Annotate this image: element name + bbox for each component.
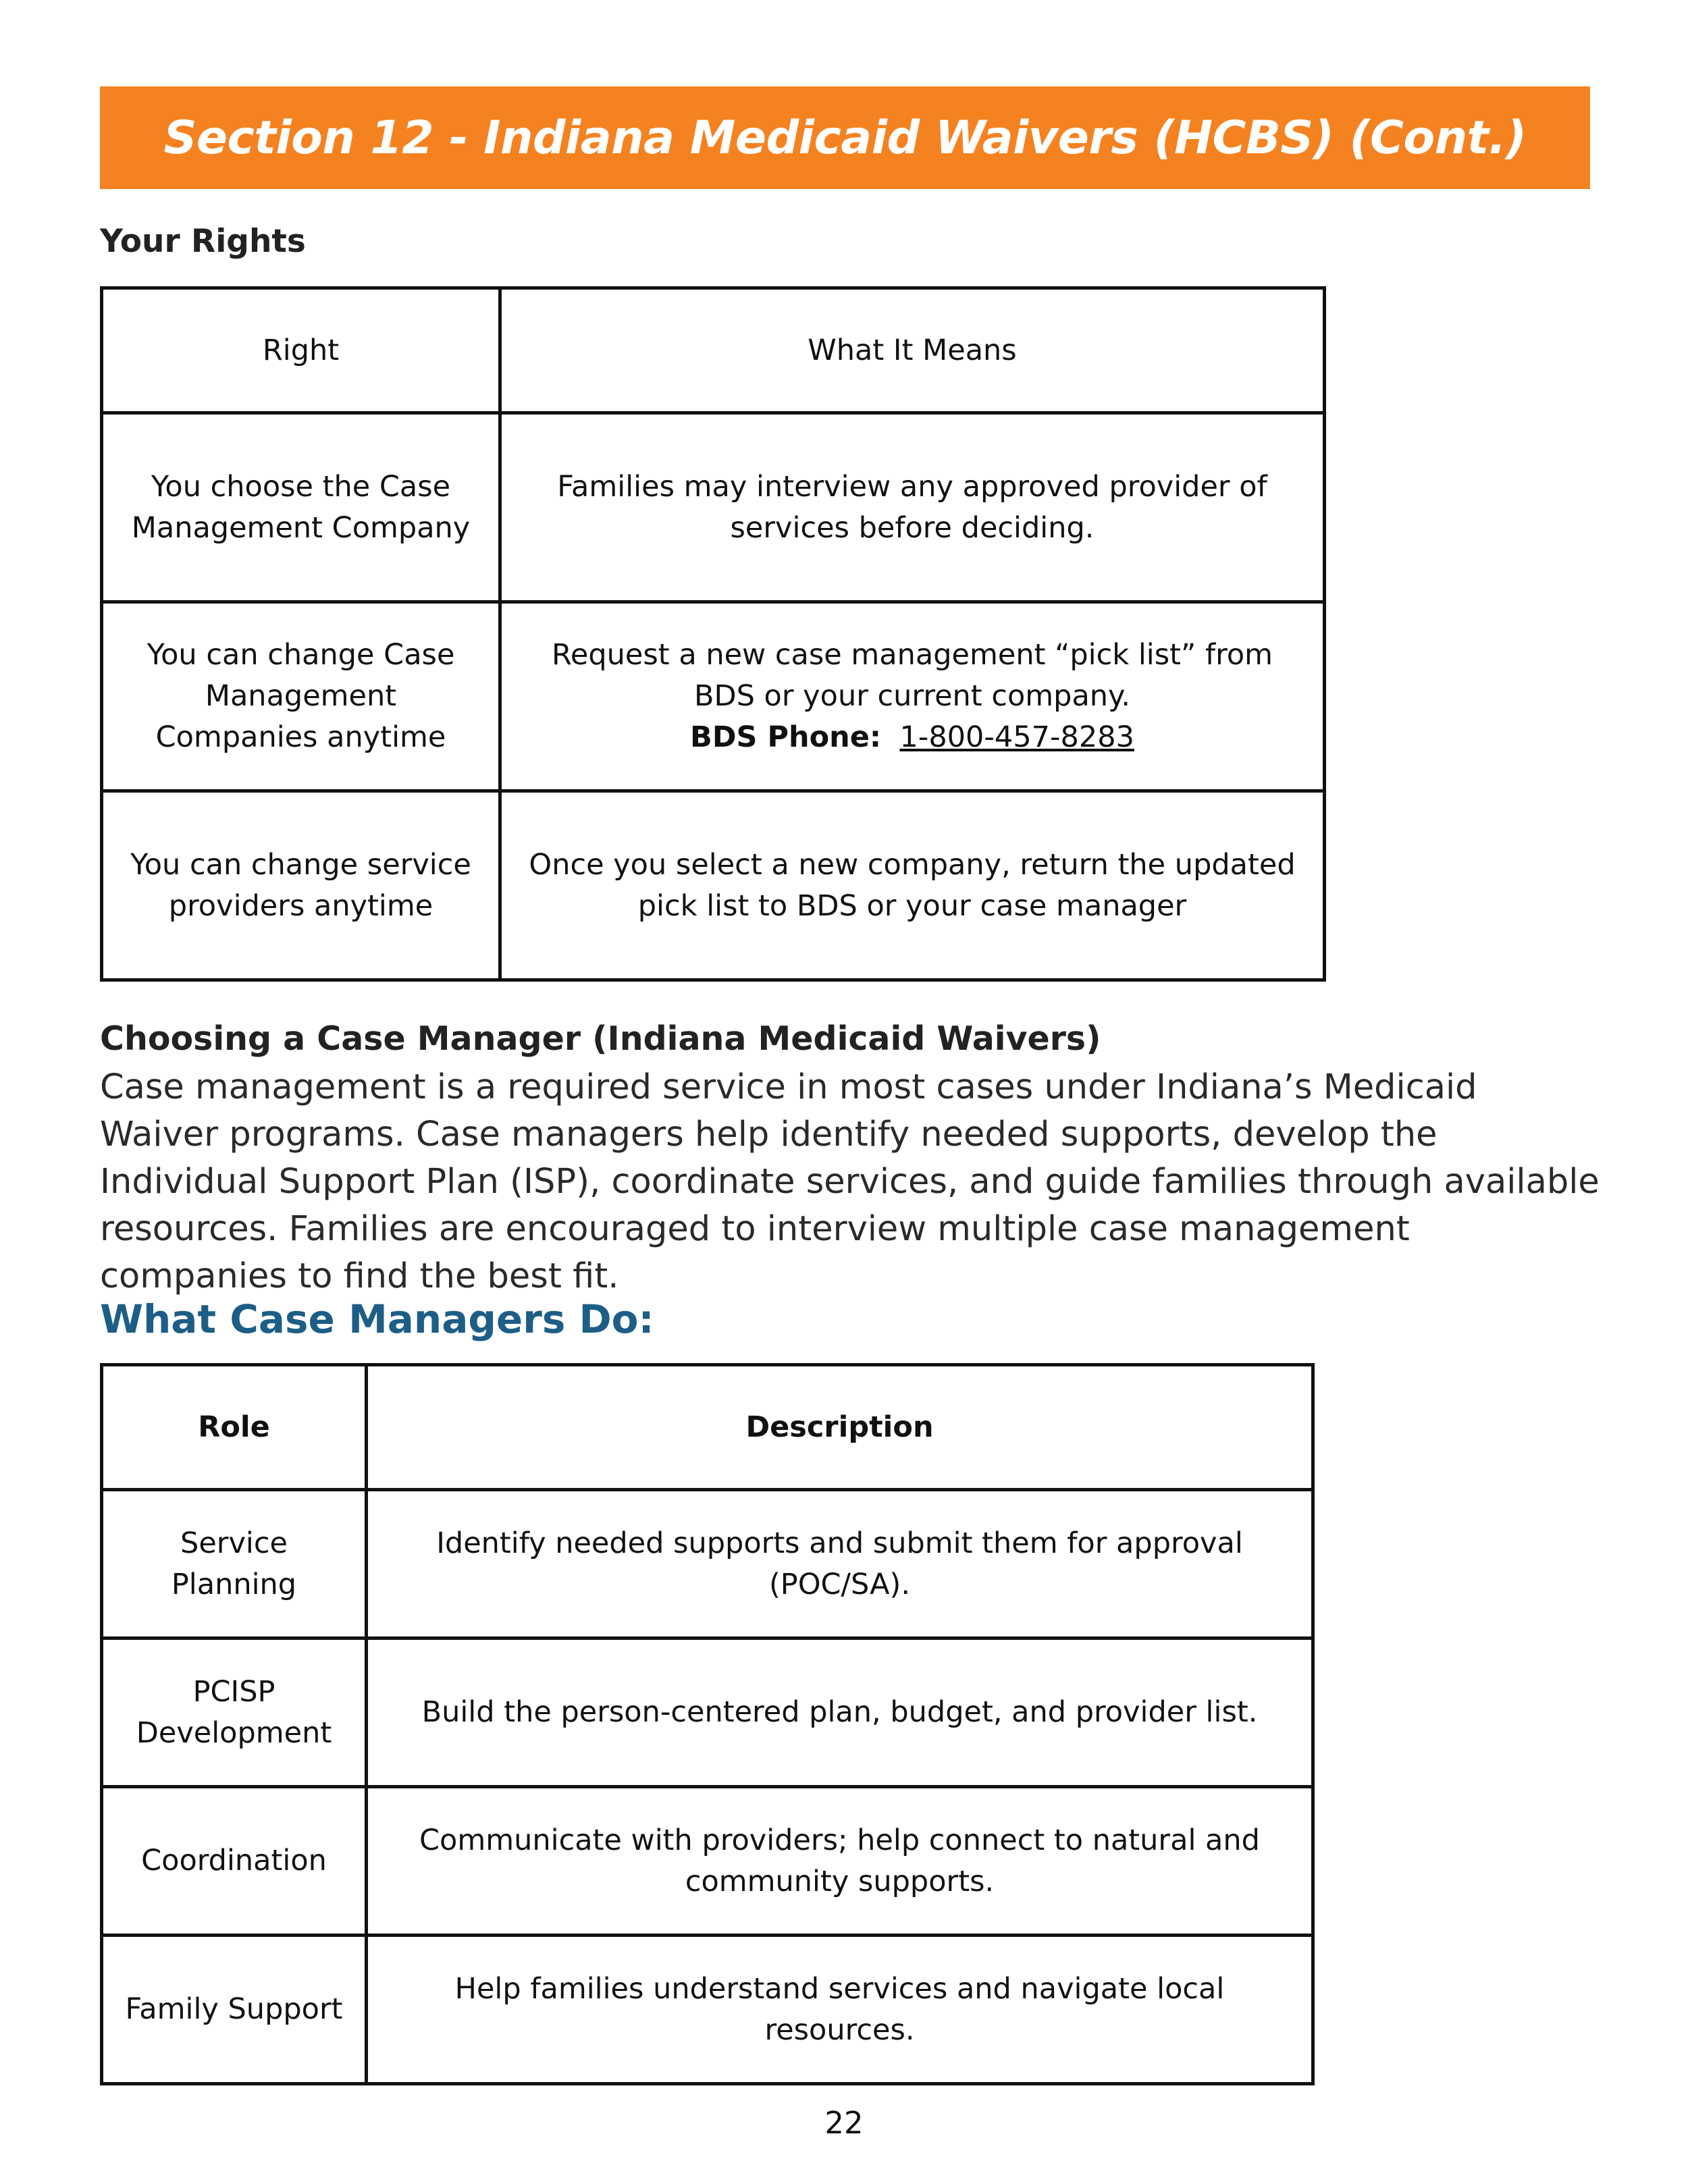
table-row [102, 1787, 1313, 1936]
section-banner [100, 86, 1590, 189]
bds-phone-label: BDS Phone: [690, 720, 882, 754]
role-cell: Coordination [102, 1787, 367, 1936]
column-header-description: Description [367, 1365, 1313, 1490]
choosing-case-manager-heading: Choosing a Case Manager (Indiana Medicaid Waivers) [100, 1019, 1101, 1058]
description-cell: Build the person-centered plan, budget, and provider list. [367, 1639, 1313, 1787]
table-row [102, 1936, 1313, 2084]
rights-table [100, 286, 1326, 982]
bds-phone-link[interactable]: 1-800-457-8283 [899, 720, 1134, 754]
table-row [102, 1639, 1313, 1787]
rights-table-header [102, 288, 1325, 413]
your-rights-heading: Your Rights [100, 223, 306, 260]
description-cell: Identify needed supports and submit them for approval (POC/SA). [367, 1490, 1313, 1639]
right-cell: You choose the Case Management Company [102, 413, 500, 602]
right-cell: You can change Case Management Companies anytime [102, 602, 500, 791]
what-case-managers-do-heading: What Case Managers Do: [100, 1296, 654, 1342]
role-cell: Family Support [102, 1936, 367, 2084]
roles-table-header [102, 1365, 1313, 1490]
description-cell: Communicate with providers; help connect to natural and community supports. [367, 1787, 1313, 1936]
table-row [102, 413, 1325, 602]
table-row [102, 602, 1325, 791]
meaning-cell: Once you select a new company, return the updated pick list to BDS or your case manager [500, 791, 1325, 980]
meaning-cell [500, 602, 1325, 791]
section-title: Section 12 - Indiana Medicaid Waivers (HCBS) (Cont.) [163, 111, 1527, 165]
table-row [102, 1490, 1313, 1639]
description-cell: Help families understand services and navigate local resources. [367, 1936, 1313, 2084]
column-header-role: Role [102, 1365, 367, 1490]
case-manager-roles-table [100, 1363, 1315, 2085]
column-header-what-it-means: What It Means [500, 288, 1325, 413]
page-number: 22 [824, 2105, 864, 2141]
role-cell: PCISP Development [102, 1639, 367, 1787]
table-row [102, 791, 1325, 980]
case-management-paragraph: Case management is a required service in most cases under Indiana’s Medicaid Waiver programs. Case managers help identify needed supports, develop the Individual Support Plan (ISP), coordinate services, and guide families through available resources. Families are encouraged to interview multiple case management companies to find the best fit. [100, 1067, 1600, 1296]
right-cell: You can change service providers anytime [102, 791, 500, 980]
meaning-cell: Families may interview any approved provider of services before deciding. [500, 413, 1325, 602]
role-cell: Service Planning [102, 1490, 367, 1639]
meaning-text: Request a new case management “pick list” from BDS or your current company. [551, 638, 1273, 713]
column-header-right: Right [102, 288, 500, 413]
